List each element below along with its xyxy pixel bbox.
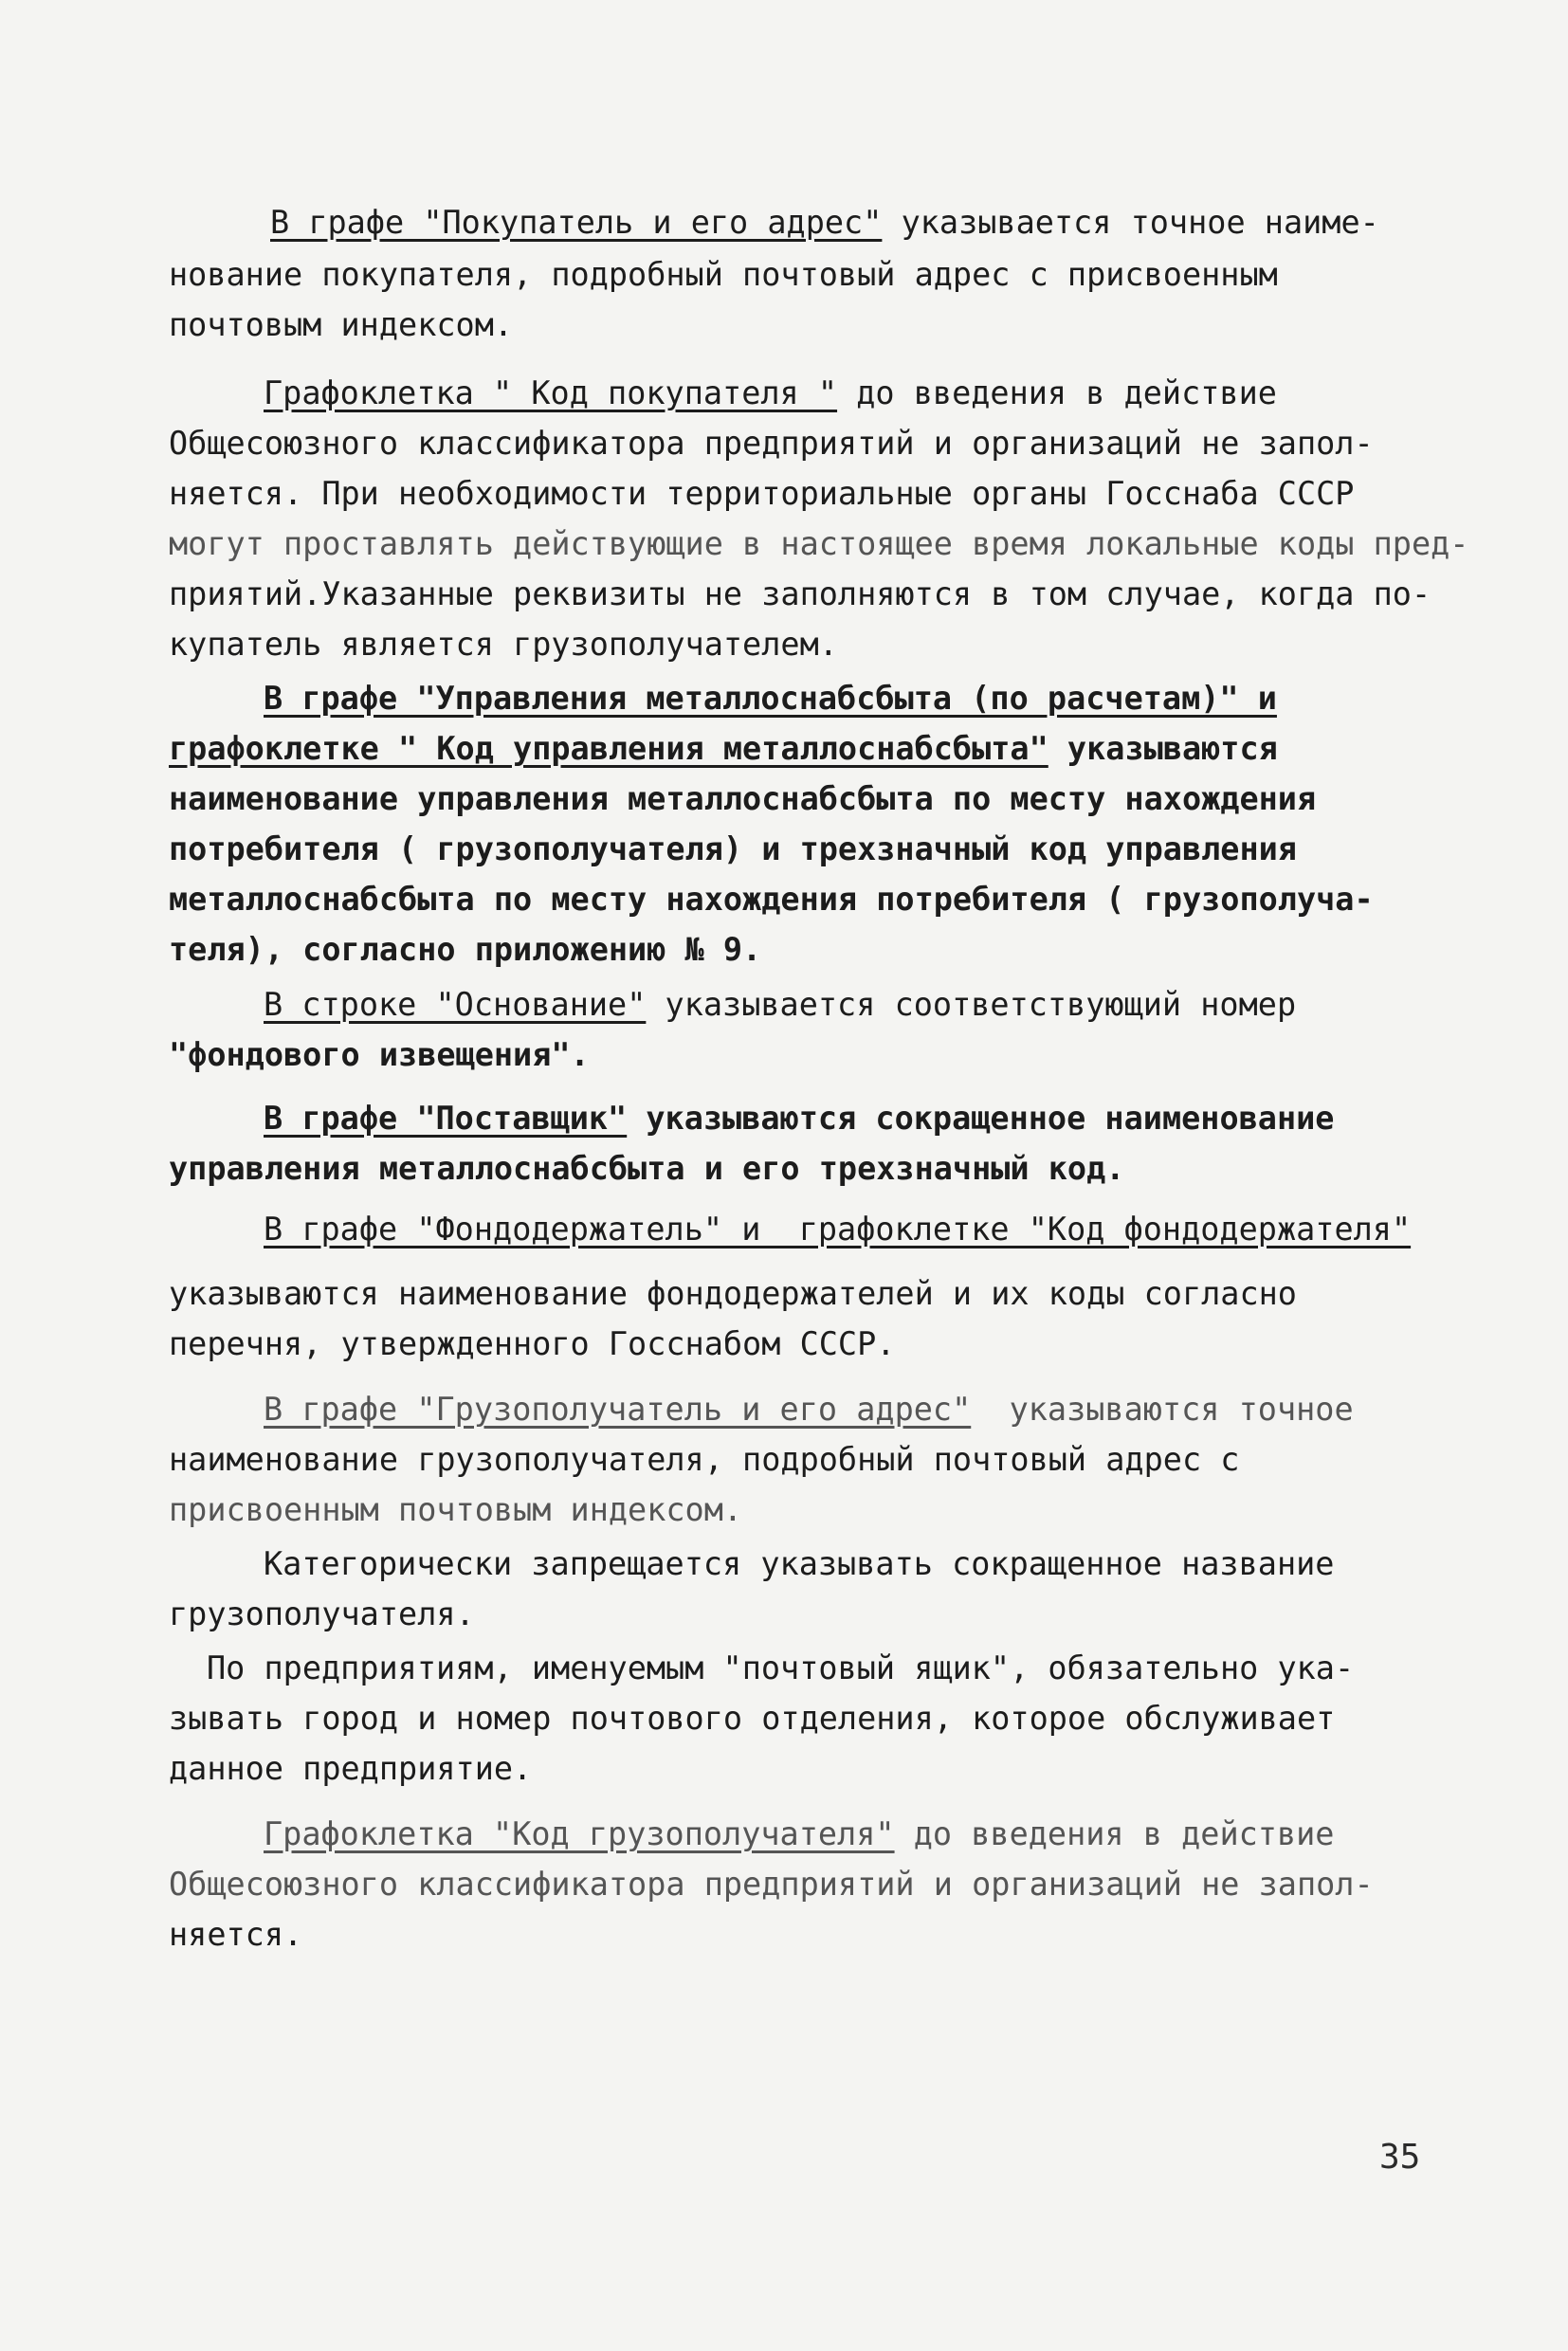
heading-fund-holder: В графе "Фондодержатель" и графоклетке "Код фондодержателя" (264, 1211, 1412, 1248)
document-page: В графе "Покупатель и его адрес" указывается точное наиме- нование покупателя, подробный почтовый адрес с присвоенным почтовым индексом. Графоклетка " Код покупателя " до введения в действие Общесоюзного классификатора предприятий и организаций не запол- няется. При необходимости территориальные органы Госснаба СССР могут проставлять действующие в настоящее время локальные коды пред- приятий.Указанные реквизиты не заполняются в том случае, когда по- купатель является грузополучателем. В графе "Управления металлоснабсбыта (по расчетам)" и графоклетке " Код управления металлоснабсбыта" указываются наименование управления металлоснабсбыта по месту нахождения потребителя ( грузополучателя) и трехзначный код управления металлоснабсбыта по месту нахождения потребителя ( грузополуча- теля), согласно приложению № 9. В строке "Основание" указывается соответствующий номер "фондового извещения". В графе "Поставщик" указываются сокращенное наименование управления металлоснабсбыта и его трехзначный код. В графе "Фондодержатель" и графоклетке "Код фондодержателя" указываются наименование фондодержателей и их коды согласно перечня, утвержденного Госснабом СССР. В графе "Грузополучатель и его адрес" указываются точное наименование грузополучателя, подробный почтовый адрес с присвоенным почтовым индексом. Категорически запрещается указывать сокращенное название грузополучателя. По предприятиям, именуемым "почтовый ящик", обязательно ука- зывать город и номер почтового отделения, которое обслуживает данное предприятие. Графоклетка "Код грузополучателя" до введения в действие Общесоюзного классификатора предприятий и организаций не запол- няется. 35 (0, 0, 1568, 2351)
heading-consignee-code: Графоклетка "Код грузополучателя" (264, 1815, 895, 1852)
paragraph-po-box: По предприятиям, именуемым "почтовый ящик", обязательно ука- (207, 1649, 1355, 1686)
paragraph-no-abbreviation: Категорически запрещается указывать сокращенное название (264, 1545, 1335, 1582)
heading-consignee-address: В графе "Грузополучатель и его адрес" (264, 1391, 972, 1428)
paragraph-metal-supply (264, 675, 1277, 722)
heading-basis: В строке "Основание" (264, 986, 647, 1023)
paragraph-buyer-address: В графе "Покупатель и его адрес" указывается точное наиме- (270, 204, 1379, 241)
heading-supplier: В графе "Поставщик" (264, 1100, 628, 1137)
paragraph-fund-holder (264, 1206, 1411, 1253)
heading-metal-supply: В графе "Управления металлоснабсбыта (по расчетам)" и (264, 680, 1277, 717)
paragraph-buyer-code: Графоклетка " Код покупателя " до введения в действие (264, 374, 1277, 411)
heading-buyer-address: В графе "Покупатель и его адрес" (270, 204, 883, 241)
heading-buyer-code: Графоклетка " Код покупателя " (264, 374, 838, 411)
paragraph-consignee-address: В графе "Грузополучатель и его адрес" указываются точное (264, 1391, 1354, 1428)
paragraph-supplier: В графе "Поставщик" указываются сокращенное наименование (264, 1100, 1335, 1137)
page-number: 35 (1379, 2138, 1421, 2177)
paragraph-basis: В строке "Основание" указывается соответствующий номер (264, 986, 1297, 1023)
paragraph-consignee-code: Графоклетка "Код грузополучателя" до введения в действие (264, 1815, 1335, 1852)
